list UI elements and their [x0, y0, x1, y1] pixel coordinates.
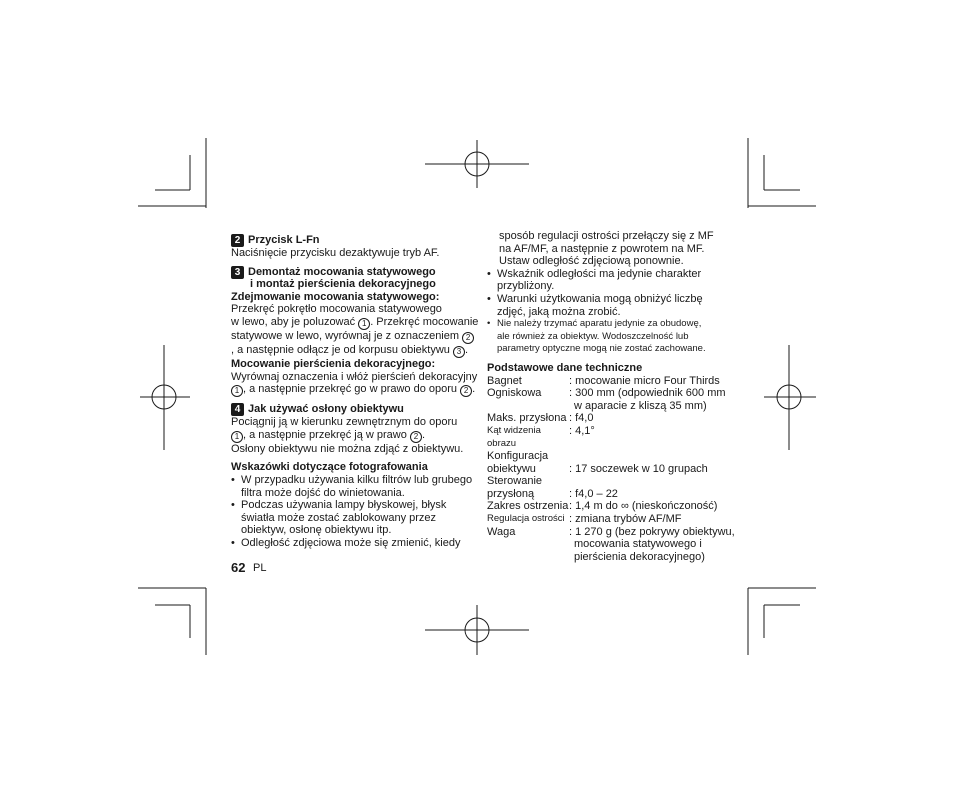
spec-row: Maks. przysłona : f4,0 [487, 412, 594, 425]
page-number: 62 [231, 560, 246, 575]
section-number-icon: 2 [231, 234, 244, 247]
spec-row: Ogniskowa : 300 mm (odpowiednik 600 mm w aparacie z kliszą 35 mm) [487, 387, 726, 412]
hood-text: Pociągnij ją w kierunku zewnętrznym do oporu 1 , a następnie przekręć ją w prawo 2 . Osłony obiektywu nie można zdjąć z obiektywu. [231, 416, 464, 455]
right-column [487, 230, 737, 563]
tips-heading: Wskazówki dotyczące fotografowania [231, 461, 428, 474]
spec-row: Regulacja ostrości : zmiana trybów AF/MF [487, 513, 682, 526]
notes-list [487, 268, 737, 356]
section-number-icon: 4 [231, 403, 244, 416]
section-tripod-heading: 3 Demontaż mocowania statywowego i montaż pierścienia dekoracyjnego [231, 266, 481, 291]
spec-row: Sterowanie przysłoną : f4,0 – 22 [487, 475, 618, 500]
spec-row: Waga : 1 270 g (bez pokrywy obiektywu, mocowania statywowego i pierścienia dekoracyjnego) [487, 525, 735, 563]
ring-attach-text: Wyrównaj oznaczenia i włóż pierścień dekoracyjny 1 , a następnie przekręć go w prawo do oporu 2 . [231, 370, 478, 396]
ring-attach-subheading: Mocowanie pierścienia dekoracyjnego: [231, 357, 436, 370]
l-fn-text: Naciśnięcie przycisku dezaktywuje tryb AF. [231, 247, 440, 259]
tripod-remove-text: Przekręć pokrętło mocowania statywowego w lewo, aby je poluzować 1 . Przekręć mocowanie statywowe w lewo, wyrównaj je z oznaczeniem 2 , a następnie odłącz je od korpusu obiektywu 3 . [231, 303, 479, 356]
list-item: • Nie należy trzymać aparatu jedynie za obudowę, ale również za obiektyw. Wodoszczelność lub parametry optyczne mogą nie zostać zachowane. [487, 318, 706, 355]
section-number-icon: 3 [231, 266, 244, 279]
continued-text: sposób regulacji ostrości przełączy się z MF na AF/MF, a następnie z powrotem na MF. Ustaw odległość zdjęciową ponownie. [499, 230, 714, 268]
section-hood-heading: 4 Jak używać osłony obiektywu [231, 403, 481, 416]
list-item: • Warunki użytkowania mogą obniżyć liczbę zdjęć, jaką można zrobić. [487, 292, 703, 318]
spec-heading: Podstawowe dane techniczne [487, 361, 643, 374]
tips-list [231, 474, 481, 550]
list-item: • Odległość zdjęciowa może się zmienić, kiedy [231, 536, 461, 549]
spec-row: Konfiguracja obiektywu : 17 soczewek w 10 grupach [487, 450, 708, 475]
page-language: PL [253, 562, 267, 574]
spec-row: Bagnet : mocowanie micro Four Thirds [487, 374, 720, 387]
spec-row: Kąt widzenia obrazu : 4,1° [487, 424, 595, 449]
left-column [231, 234, 481, 550]
section-l-fn-heading: 2 Przycisk L-Fn [231, 234, 481, 247]
list-item: • Podczas używania lampy błyskowej, błysk światła może zostać zablokowany przez obiektyw, osłonę obiektywu itp. [231, 499, 447, 537]
list-item: • Wskaźnik odległości ma jedynie charakter przybliżony. [487, 267, 702, 293]
tripod-remove-subheading: Zdejmowanie mocowania statywowego: [231, 290, 440, 303]
list-item: • W przypadku używania kilku filtrów lub grubego filtra może dojść do winietowania. [231, 473, 473, 499]
spec-row: Zakres ostrzenia : 1,4 m do ∞ (nieskończoność) [487, 500, 718, 513]
